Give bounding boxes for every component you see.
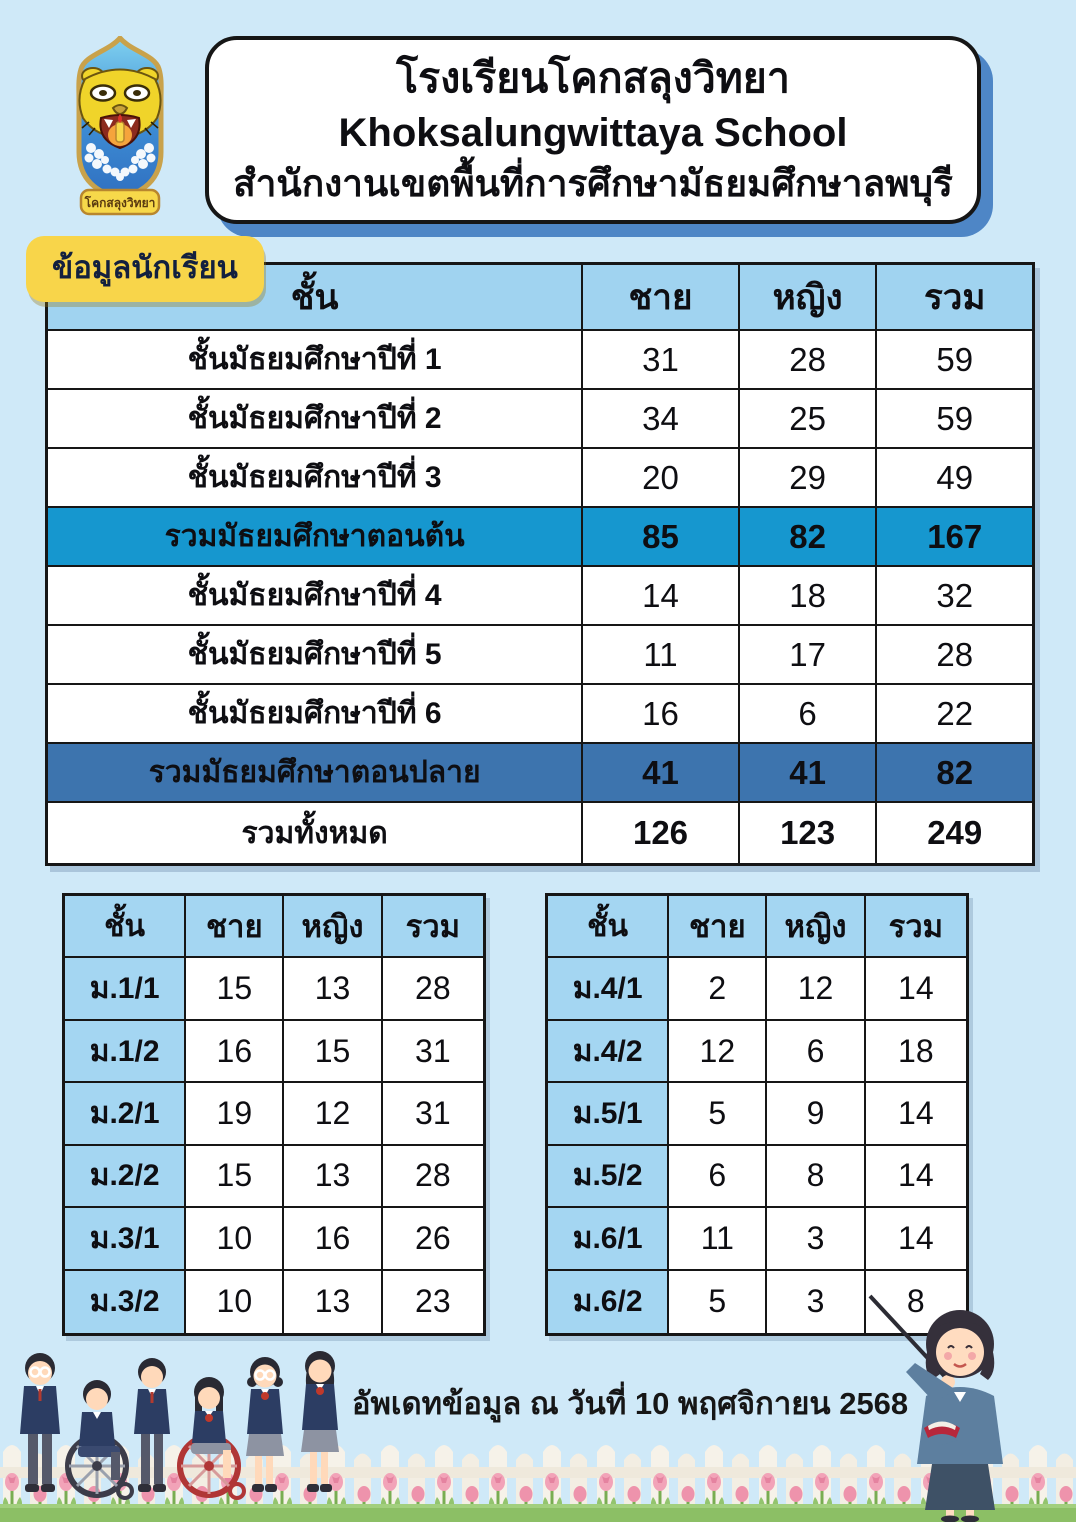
row-label-cell: ม.4/2 bbox=[548, 1021, 669, 1083]
data-cell: 17 bbox=[740, 626, 878, 685]
data-cell: 16 bbox=[284, 1208, 382, 1270]
data-cell: 31 bbox=[583, 331, 739, 390]
data-cell: 10 bbox=[186, 1271, 284, 1333]
data-cell: 31 bbox=[383, 1083, 483, 1145]
header-cell-male: ชาย bbox=[583, 265, 739, 331]
row-label-cell: ชั้นมัธยมศึกษาปีที่ 1 bbox=[48, 331, 583, 390]
header-title-box bbox=[205, 36, 981, 224]
data-cell: 12 bbox=[767, 958, 865, 1020]
data-cell: 167 bbox=[877, 508, 1031, 567]
data-cell: 82 bbox=[740, 508, 878, 567]
header-cell-female: หญิง bbox=[740, 265, 878, 331]
data-cell: 59 bbox=[877, 390, 1031, 449]
header-cell-female: หญิง bbox=[767, 896, 865, 958]
row-label-cell: ม.1/2 bbox=[65, 1021, 186, 1083]
student-data-badge: ข้อมูลนักเรียน bbox=[26, 236, 264, 302]
row-label-cell: ชั้นมัธยมศึกษาปีที่ 4 bbox=[48, 567, 583, 626]
logo-caption: โคกสลุงวิทยา bbox=[84, 196, 156, 210]
data-cell: 6 bbox=[669, 1146, 767, 1208]
data-cell: 82 bbox=[877, 744, 1031, 803]
lower-secondary-class-table bbox=[62, 893, 486, 1336]
header-cell-class: ชั้น bbox=[48, 265, 583, 331]
header-cell-male: ชาย bbox=[186, 896, 284, 958]
data-cell: 41 bbox=[740, 744, 878, 803]
row-label-cell: ม.2/1 bbox=[65, 1083, 186, 1145]
data-cell: 28 bbox=[877, 626, 1031, 685]
district-name: สำนักงานเขตพื้นที่การศึกษามัธยมศึกษาลพบุรี bbox=[233, 162, 953, 204]
data-cell: 18 bbox=[866, 1021, 966, 1083]
data-cell: 13 bbox=[284, 1146, 382, 1208]
row-label-cell: ชั้นมัธยมศึกษาปีที่ 3 bbox=[48, 449, 583, 508]
school-name-en: Khoksalungwittaya School bbox=[338, 110, 848, 155]
row-label-cell: ม.6/1 bbox=[548, 1208, 669, 1270]
data-cell: 11 bbox=[583, 626, 739, 685]
data-cell: 14 bbox=[583, 567, 739, 626]
data-cell: 5 bbox=[669, 1083, 767, 1145]
data-cell: 28 bbox=[383, 1146, 483, 1208]
lower-secondary-total-label: รวมมัธยมศึกษาตอนต้น bbox=[48, 508, 583, 567]
data-cell: 41 bbox=[583, 744, 739, 803]
data-cell: 13 bbox=[284, 958, 382, 1020]
school-emblem-icon bbox=[44, 36, 196, 220]
header-cell-male: ชาย bbox=[669, 896, 767, 958]
data-cell: 11 bbox=[669, 1208, 767, 1270]
row-label-cell: ม.2/2 bbox=[65, 1146, 186, 1208]
data-cell: 59 bbox=[877, 331, 1031, 390]
upper-secondary-total-label: รวมมัธยมศึกษาตอนปลาย bbox=[48, 744, 583, 803]
school-name-th: โรงเรียนโคกสลุงวิทยา bbox=[396, 55, 790, 102]
row-label-cell: ม.5/2 bbox=[548, 1146, 669, 1208]
data-cell: 85 bbox=[583, 508, 739, 567]
school-logo bbox=[44, 36, 196, 220]
data-cell: 49 bbox=[877, 449, 1031, 508]
data-cell: 15 bbox=[284, 1021, 382, 1083]
student-summary-table bbox=[45, 262, 1035, 866]
data-cell: 6 bbox=[740, 685, 878, 744]
data-cell: 8 bbox=[767, 1146, 865, 1208]
row-label-cell: ม.3/2 bbox=[65, 1271, 186, 1333]
data-cell: 23 bbox=[415, 1283, 451, 1320]
data-cell: 15 bbox=[186, 1146, 284, 1208]
data-cell: 123 bbox=[740, 803, 878, 863]
data-cell: 34 bbox=[583, 390, 739, 449]
row-label-cell: ชั้นมัธยมศึกษาปีที่ 2 bbox=[48, 390, 583, 449]
data-cell: 25 bbox=[740, 390, 878, 449]
row-label-cell: ม.3/1 bbox=[65, 1208, 186, 1270]
students-group-illustration bbox=[12, 1342, 352, 1512]
data-cell: 28 bbox=[383, 958, 483, 1020]
header-cell-total: รวม bbox=[866, 896, 966, 958]
data-cell: 15 bbox=[186, 958, 284, 1020]
data-cell: 12 bbox=[284, 1083, 382, 1145]
data-cell: 19 bbox=[186, 1083, 284, 1145]
data-cell: 6 bbox=[767, 1021, 865, 1083]
grand-total-label: รวมทั้งหมด bbox=[48, 803, 583, 863]
data-cell: 29 bbox=[740, 449, 878, 508]
data-cell: 126 bbox=[583, 803, 739, 863]
data-cell: 10 bbox=[186, 1208, 284, 1270]
data-cell: 20 bbox=[583, 449, 739, 508]
header-cell-total: รวม bbox=[383, 896, 483, 958]
header-cell-female: หญิง bbox=[284, 896, 382, 958]
data-cell: 3 bbox=[767, 1271, 865, 1333]
row-label-cell: ม.4/1 bbox=[548, 958, 669, 1020]
data-cell: 14 bbox=[866, 1146, 966, 1208]
row-label-cell: ม.1/1 bbox=[65, 958, 186, 1020]
row-label-cell: ชั้นมัธยมศึกษาปีที่ 6 bbox=[48, 685, 583, 744]
data-cell: 13 bbox=[284, 1271, 382, 1333]
data-cell: 12 bbox=[669, 1021, 767, 1083]
data-cell: 28 bbox=[740, 331, 878, 390]
data-cell: 249 bbox=[927, 814, 983, 851]
data-cell: 9 bbox=[767, 1083, 865, 1145]
row-label-cell: ม.5/1 bbox=[548, 1083, 669, 1145]
data-cell: 32 bbox=[877, 567, 1031, 626]
update-date-text: อัพเดทข้อมูล ณ วันที่ 10 พฤศจิกายน 2568 bbox=[351, 1386, 909, 1421]
data-cell: 26 bbox=[383, 1208, 483, 1270]
data-cell: 14 bbox=[866, 1208, 966, 1270]
data-cell: 14 bbox=[866, 1083, 966, 1145]
header-cell-total: รวม bbox=[877, 265, 1031, 331]
row-label-cell: ชั้นมัธยมศึกษาปีที่ 5 bbox=[48, 626, 583, 685]
data-cell: 18 bbox=[740, 567, 878, 626]
header-cell-class: ชั้น bbox=[65, 896, 186, 958]
header-cell-class: ชั้น bbox=[548, 896, 669, 958]
data-cell: 2 bbox=[669, 958, 767, 1020]
data-cell: 8 bbox=[906, 1283, 925, 1320]
data-cell: 16 bbox=[186, 1021, 284, 1083]
data-cell: 5 bbox=[669, 1271, 767, 1333]
data-cell: 14 bbox=[866, 958, 966, 1020]
row-label-cell: ม.6/2 bbox=[548, 1271, 669, 1333]
data-cell: 22 bbox=[877, 685, 1031, 744]
data-cell: 3 bbox=[767, 1208, 865, 1270]
data-cell: 31 bbox=[383, 1021, 483, 1083]
upper-secondary-class-table bbox=[545, 893, 969, 1336]
data-cell: 16 bbox=[583, 685, 739, 744]
